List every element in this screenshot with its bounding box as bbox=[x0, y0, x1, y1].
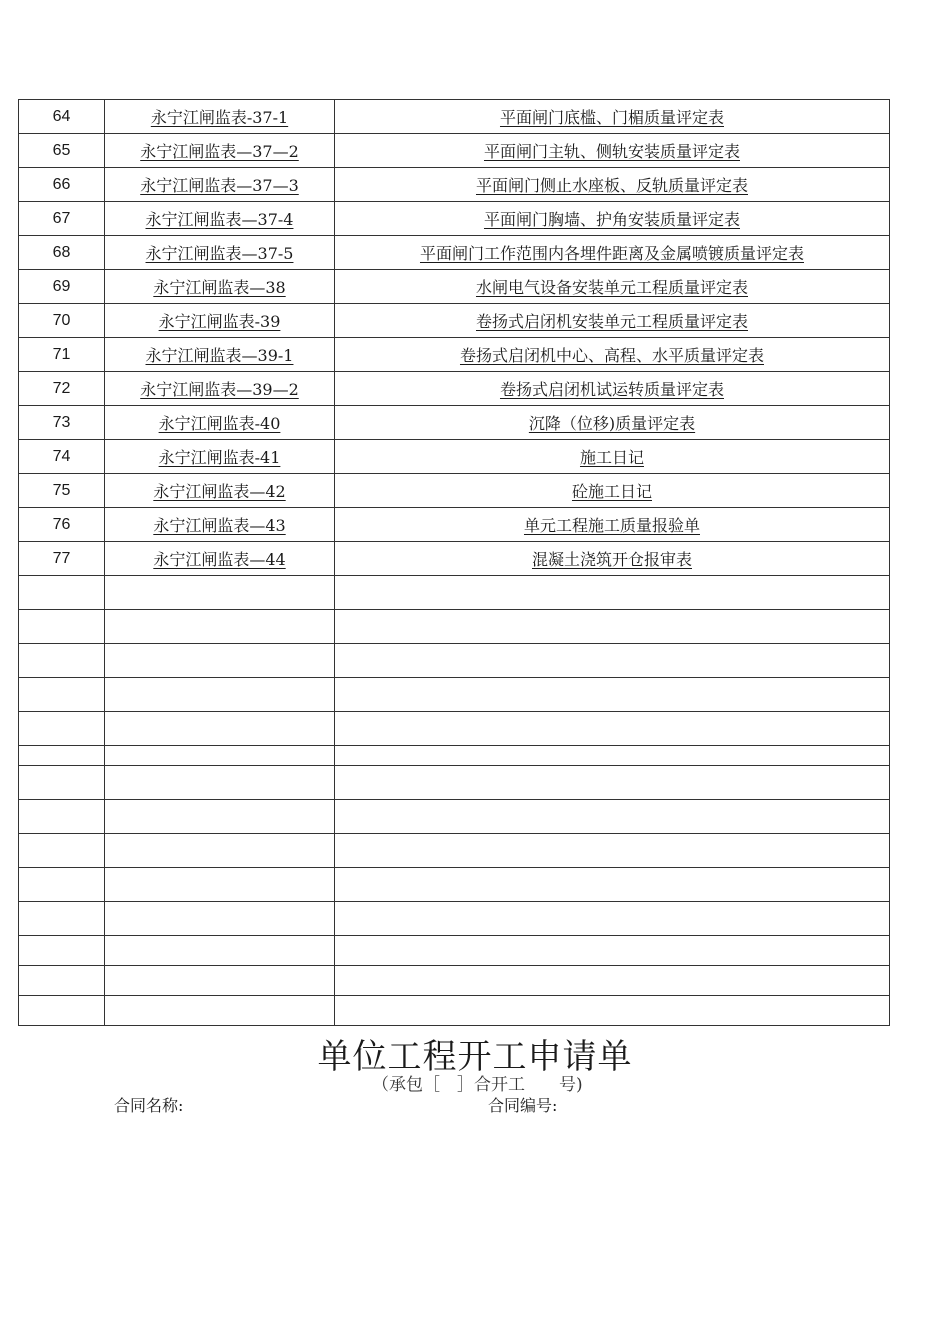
table-row bbox=[19, 100, 890, 134]
form-name-cell bbox=[335, 202, 890, 236]
row-number: 69 bbox=[19, 270, 105, 304]
form-code-link[interactable]: 永宁江闸监表-39 bbox=[158, 312, 281, 331]
empty-row bbox=[19, 868, 890, 902]
empty-cell bbox=[105, 868, 335, 902]
empty-cell bbox=[335, 712, 890, 746]
form-name-link[interactable]: 平面闸门胸墙、护角安装质量评定表 bbox=[483, 210, 740, 229]
form-name-cell bbox=[335, 508, 890, 542]
table-row bbox=[19, 542, 890, 576]
form-name-cell bbox=[335, 474, 890, 508]
empty-row bbox=[19, 746, 890, 766]
form-code-link[interactable]: 永宁江闸监表—37—2 bbox=[140, 142, 299, 161]
table-row bbox=[19, 338, 890, 372]
table-row bbox=[19, 236, 890, 270]
form-name-link[interactable]: 平面闸门工作范围内各埋件距离及金属喷镀质量评定表 bbox=[419, 244, 804, 263]
row-number: 70 bbox=[19, 304, 105, 338]
form-code-cell bbox=[105, 202, 335, 236]
empty-row bbox=[19, 966, 890, 996]
form-code-cell bbox=[105, 168, 335, 202]
table-row bbox=[19, 134, 890, 168]
empty-row bbox=[19, 644, 890, 678]
form-code-cell bbox=[105, 372, 335, 406]
empty-cell bbox=[19, 766, 105, 800]
form-name-cell bbox=[335, 270, 890, 304]
empty-cell bbox=[335, 902, 890, 936]
form-name-link[interactable]: 砼施工日记 bbox=[571, 482, 652, 501]
empty-cell bbox=[105, 800, 335, 834]
row-number: 68 bbox=[19, 236, 105, 270]
form-name-cell bbox=[335, 236, 890, 270]
empty-cell bbox=[335, 746, 890, 766]
empty-row bbox=[19, 766, 890, 800]
empty-cell bbox=[335, 868, 890, 902]
row-number: 71 bbox=[19, 338, 105, 372]
empty-cell bbox=[105, 996, 335, 1026]
empty-row bbox=[19, 678, 890, 712]
empty-cell bbox=[335, 800, 890, 834]
form-name-cell bbox=[335, 134, 890, 168]
empty-cell bbox=[105, 712, 335, 746]
row-number: 76 bbox=[19, 508, 105, 542]
form-code-link[interactable]: 永宁江闸监表—37-5 bbox=[145, 244, 294, 263]
form-name-cell bbox=[335, 542, 890, 576]
row-number: 67 bbox=[19, 202, 105, 236]
form-name-link[interactable]: 施工日记 bbox=[579, 448, 644, 467]
form-index-table bbox=[18, 99, 890, 1026]
form-name-link[interactable]: 卷扬式启闭机试运转质量评定表 bbox=[499, 380, 724, 399]
empty-row bbox=[19, 576, 890, 610]
form-name-link[interactable]: 卷扬式启闭机中心、高程、水平质量评定表 bbox=[459, 346, 764, 365]
empty-cell bbox=[335, 610, 890, 644]
form-name-cell bbox=[335, 406, 890, 440]
empty-cell bbox=[335, 996, 890, 1026]
row-number: 65 bbox=[19, 134, 105, 168]
empty-row bbox=[19, 996, 890, 1026]
form-code-cell bbox=[105, 508, 335, 542]
form-code-link[interactable]: 永宁江闸监表-40 bbox=[158, 414, 281, 433]
table-row bbox=[19, 406, 890, 440]
table-row bbox=[19, 474, 890, 508]
empty-cell bbox=[105, 576, 335, 610]
form-code-link[interactable]: 永宁江闸监表—39—2 bbox=[140, 380, 299, 399]
empty-cell bbox=[335, 678, 890, 712]
form-code-link[interactable]: 永宁江闸监表—39-1 bbox=[145, 346, 294, 365]
empty-cell bbox=[105, 902, 335, 936]
empty-cell bbox=[335, 576, 890, 610]
empty-cell bbox=[19, 746, 105, 766]
form-subtitle: （承包［ ］合开工 号) bbox=[372, 1075, 583, 1095]
empty-cell bbox=[19, 576, 105, 610]
empty-cell bbox=[19, 936, 105, 966]
empty-cell bbox=[105, 936, 335, 966]
empty-row bbox=[19, 902, 890, 936]
table-row bbox=[19, 304, 890, 338]
form-code-link[interactable]: 永宁江闸监表—43 bbox=[153, 516, 286, 535]
form-code-cell bbox=[105, 542, 335, 576]
empty-cell bbox=[105, 766, 335, 800]
row-number: 77 bbox=[19, 542, 105, 576]
form-code-link[interactable]: 永宁江闸监表—44 bbox=[153, 550, 286, 569]
table-row bbox=[19, 440, 890, 474]
empty-cell bbox=[105, 746, 335, 766]
empty-cell bbox=[335, 936, 890, 966]
empty-cell bbox=[105, 678, 335, 712]
index-sheet bbox=[18, 99, 889, 1026]
empty-cell bbox=[19, 966, 105, 996]
form-code-cell bbox=[105, 474, 335, 508]
row-number: 64 bbox=[19, 100, 105, 134]
form-name-cell bbox=[335, 304, 890, 338]
empty-cell bbox=[19, 902, 105, 936]
form-code-cell bbox=[105, 406, 335, 440]
form-name-cell bbox=[335, 372, 890, 406]
empty-cell bbox=[19, 834, 105, 868]
form-code-link[interactable]: 永宁江闸监表—38 bbox=[153, 278, 286, 297]
form-code-cell bbox=[105, 440, 335, 474]
empty-cell bbox=[335, 766, 890, 800]
empty-row bbox=[19, 712, 890, 746]
form-code-cell bbox=[105, 338, 335, 372]
empty-cell bbox=[335, 966, 890, 996]
row-number: 74 bbox=[19, 440, 105, 474]
form-name-link[interactable]: 平面闸门侧止水座板、反轨质量评定表 bbox=[475, 176, 748, 195]
form-code-cell bbox=[105, 236, 335, 270]
contract-number-label: 合同编号: bbox=[488, 1096, 558, 1115]
empty-cell bbox=[335, 834, 890, 868]
row-number: 72 bbox=[19, 372, 105, 406]
form-name-cell bbox=[335, 440, 890, 474]
form-code-cell bbox=[105, 304, 335, 338]
empty-cell bbox=[19, 678, 105, 712]
form-name-cell bbox=[335, 100, 890, 134]
contract-name-label: 合同名称: bbox=[114, 1096, 184, 1115]
table-row bbox=[19, 202, 890, 236]
form-name-link[interactable]: 混凝土浇筑开仓报审表 bbox=[531, 550, 692, 569]
row-number: 75 bbox=[19, 474, 105, 508]
empty-cell bbox=[19, 610, 105, 644]
empty-row bbox=[19, 610, 890, 644]
empty-cell bbox=[19, 868, 105, 902]
table-row bbox=[19, 508, 890, 542]
row-number: 66 bbox=[19, 168, 105, 202]
table-row bbox=[19, 168, 890, 202]
empty-cell bbox=[19, 712, 105, 746]
empty-cell bbox=[19, 996, 105, 1026]
form-code-link[interactable]: 永宁江闸监表-37-1 bbox=[150, 108, 289, 127]
empty-cell bbox=[335, 644, 890, 678]
form-code-cell bbox=[105, 100, 335, 134]
form-code-link[interactable]: 永宁江闸监表—42 bbox=[153, 482, 286, 501]
form-code-link[interactable]: 永宁江闸监表—37-4 bbox=[145, 210, 294, 229]
empty-row bbox=[19, 800, 890, 834]
form-name-link[interactable]: 水闸电气设备安装单元工程质量评定表 bbox=[475, 278, 748, 297]
empty-cell bbox=[19, 644, 105, 678]
row-number: 73 bbox=[19, 406, 105, 440]
form-name-link[interactable]: 卷扬式启闭机安装单元工程质量评定表 bbox=[475, 312, 748, 331]
empty-row bbox=[19, 936, 890, 966]
form-title: 单位工程开工申请单 bbox=[317, 1037, 633, 1077]
form-code-cell bbox=[105, 270, 335, 304]
form-name-link[interactable]: 平面闸门底槛、门楣质量评定表 bbox=[499, 108, 724, 127]
form-code-cell bbox=[105, 134, 335, 168]
empty-cell bbox=[105, 966, 335, 996]
form-code-link[interactable]: 永宁江闸监表-41 bbox=[158, 448, 281, 467]
form-name-cell bbox=[335, 338, 890, 372]
empty-cell bbox=[105, 834, 335, 868]
form-name-link[interactable]: 平面闸门主轨、侧轨安装质量评定表 bbox=[483, 142, 740, 161]
empty-cell bbox=[105, 644, 335, 678]
form-code-link[interactable]: 永宁江闸监表—37—3 bbox=[140, 176, 299, 195]
empty-row bbox=[19, 834, 890, 868]
form-name-link[interactable]: 单元工程施工质量报验单 bbox=[523, 516, 700, 535]
table-row bbox=[19, 372, 890, 406]
table-row bbox=[19, 270, 890, 304]
empty-cell bbox=[105, 610, 335, 644]
empty-cell bbox=[19, 800, 105, 834]
form-name-cell bbox=[335, 168, 890, 202]
form-name-link[interactable]: 沉降（位移)质量评定表 bbox=[528, 414, 696, 433]
